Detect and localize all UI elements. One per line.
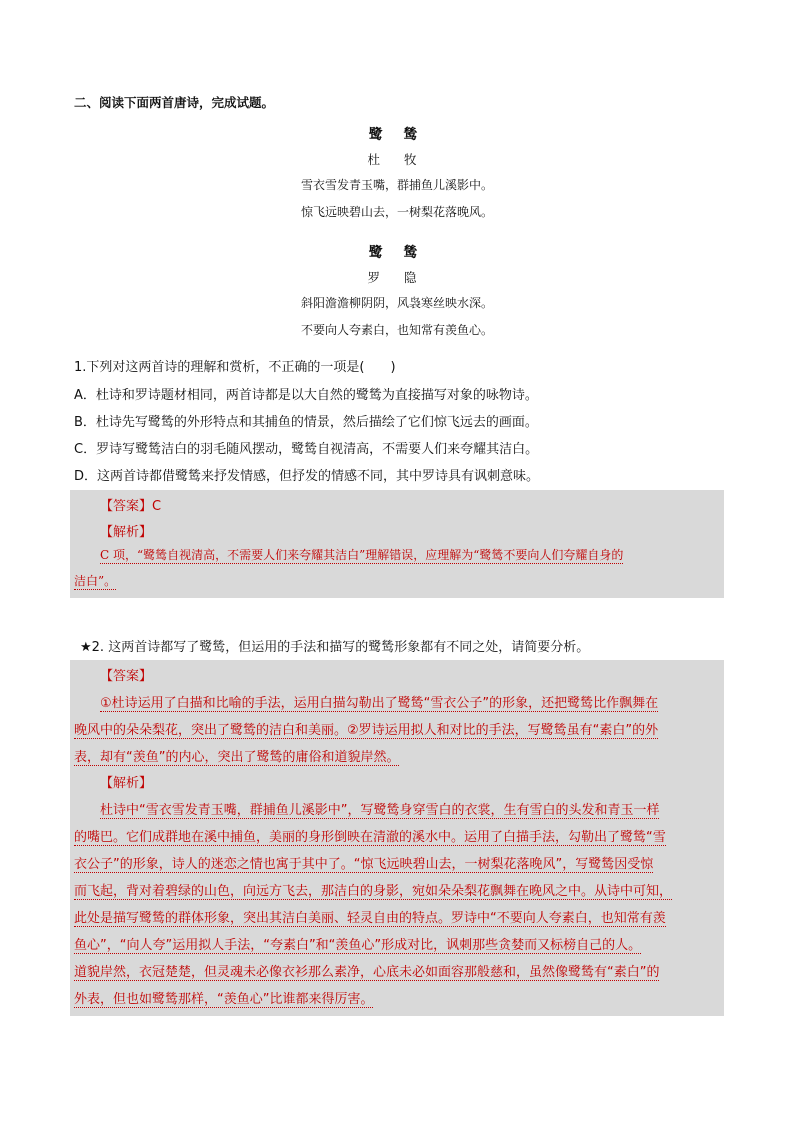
answer-line: ①杜诗运用了白描和比喻的手法，运用白描勾勒出了鹭鸶“雪衣公子”的形象，还把鹭鸶比作飘舞在 xyxy=(100,692,658,712)
analysis-label: 【解析】 xyxy=(100,776,153,791)
analysis-line: 洁白”。 xyxy=(74,574,117,588)
analysis-line: 外表，但也如鹭鸶那样，“羡鱼心”比谁都来得厉害。 xyxy=(74,988,373,1008)
poem-1-line: 惊飞远映碧山去，一树梨花落晚风。 xyxy=(300,205,493,219)
poem-1-title: 鹭 鸶 xyxy=(368,127,426,143)
analysis-line: 鱼心”，“向人夸”运用拟人手法，“夸素白”和“羡鱼心”形成对比，讽刺那些贪婪而又标榜自己的人。 xyxy=(74,934,641,954)
analysis-line: 的嘴巴。它们成群地在溪中捕鱼，美丽的身形倒映在清澈的溪水中。运用了白描手法，勾勒出了鹭鸶“雪 xyxy=(74,826,666,846)
analysis-label: 【解析】 xyxy=(100,525,153,540)
option-b: B．杜诗先写鹭鸶的外形特点和其捕鱼的情景，然后描绘了它们惊飞远去的画面。 xyxy=(74,415,538,430)
answer-label: 【答案】 xyxy=(100,669,153,684)
analysis-line: 杜诗中“雪衣雪发青玉嘴，群捕鱼儿溪影中”，写鹭鸶身穿雪白的衣裳，生有雪白的头发和青玉一样 xyxy=(100,799,659,819)
option-d: D．这两首诗都借鹭鸶来抒发情感，但抒发的情感不同，其中罗诗具有讽刺意味。 xyxy=(74,469,540,484)
analysis-line: 此处是描写鹭鸶的群体形象，突出其洁白美丽、轻灵自由的特点。罗诗中“不要向人夸素白，也知常有羡 xyxy=(74,907,666,927)
poem-1-author: 杜 牧 xyxy=(367,152,427,167)
answer-line: 晚风中的朵朵梨花，突出了鹭鸶的洁白和美丽。②罗诗运用拟人和对比的手法，写鹭鸶虽有“素白”的外 xyxy=(74,719,658,739)
question-1-answer-box xyxy=(70,490,724,598)
analysis-line: 道貌岸然，衣冠楚楚，但灵魂未必像衣衫那么素净，心底未必如面容那般慈和，虽然像鹭鸶有“素白”的 xyxy=(74,961,659,981)
option-a: A．杜诗和罗诗题材相同，两首诗都是以大自然的鹭鸶为直接描写对象的咏物诗。 xyxy=(74,388,538,403)
analysis-line: 而飞起，背对着碧绿的山色，向远方飞去，那洁白的身影，宛如朵朵梨花飘舞在晚风之中。从诗中可知， xyxy=(74,880,672,900)
poem-2-line: 斜阳澹澹柳阴阴，风袅寒丝映水深。 xyxy=(300,296,493,310)
answer-label: 【答案】C xyxy=(100,499,162,514)
poem-2-author: 罗 隐 xyxy=(367,270,427,285)
poem-1 xyxy=(0,124,794,230)
analysis-line: 衣公子”的形象，诗人的迷恋之情也寓于其中了。“惊飞远映碧山去，一树梨花落晚风”，写鹭鸶因受惊 xyxy=(74,853,653,873)
option-c: C．罗诗写鹭鸶洁白的羽毛随风摆动，鹭鸶自视清高，不需要人们来夸耀其洁白。 xyxy=(74,442,539,457)
question-1-stem: 1.下列对这两首诗的理解和赏析，不正确的一项是( ) xyxy=(74,360,396,375)
question-2-answer-box xyxy=(70,660,724,1016)
poem-2-line: 不要向人夸素白，也知常有羡鱼心。 xyxy=(300,323,493,337)
analysis-line: C 项，“鹭鸶自视清高，不需要人们来夸耀其洁白”理解错误，应理解为“鹭鸶不要向人们夸耀自身的 xyxy=(100,548,624,562)
answer-line: 表，却有“羡鱼”的内心，突出了鹭鸶的庸俗和道貌岸然。 xyxy=(74,746,399,766)
section-title: 二、阅读下面两首唐诗，完成试题。 xyxy=(74,95,275,110)
poem-2 xyxy=(0,242,794,348)
poem-2-title: 鹭 鸶 xyxy=(368,245,426,261)
question-2-stem: ★2. 这两首诗都写了鹭鸶，但运用的手法和描写的鹭鸶形象都有不同之处，请简要分析。 xyxy=(80,640,590,655)
poem-1-line: 雪衣雪发青玉嘴，群捕鱼儿溪影中。 xyxy=(300,178,493,192)
